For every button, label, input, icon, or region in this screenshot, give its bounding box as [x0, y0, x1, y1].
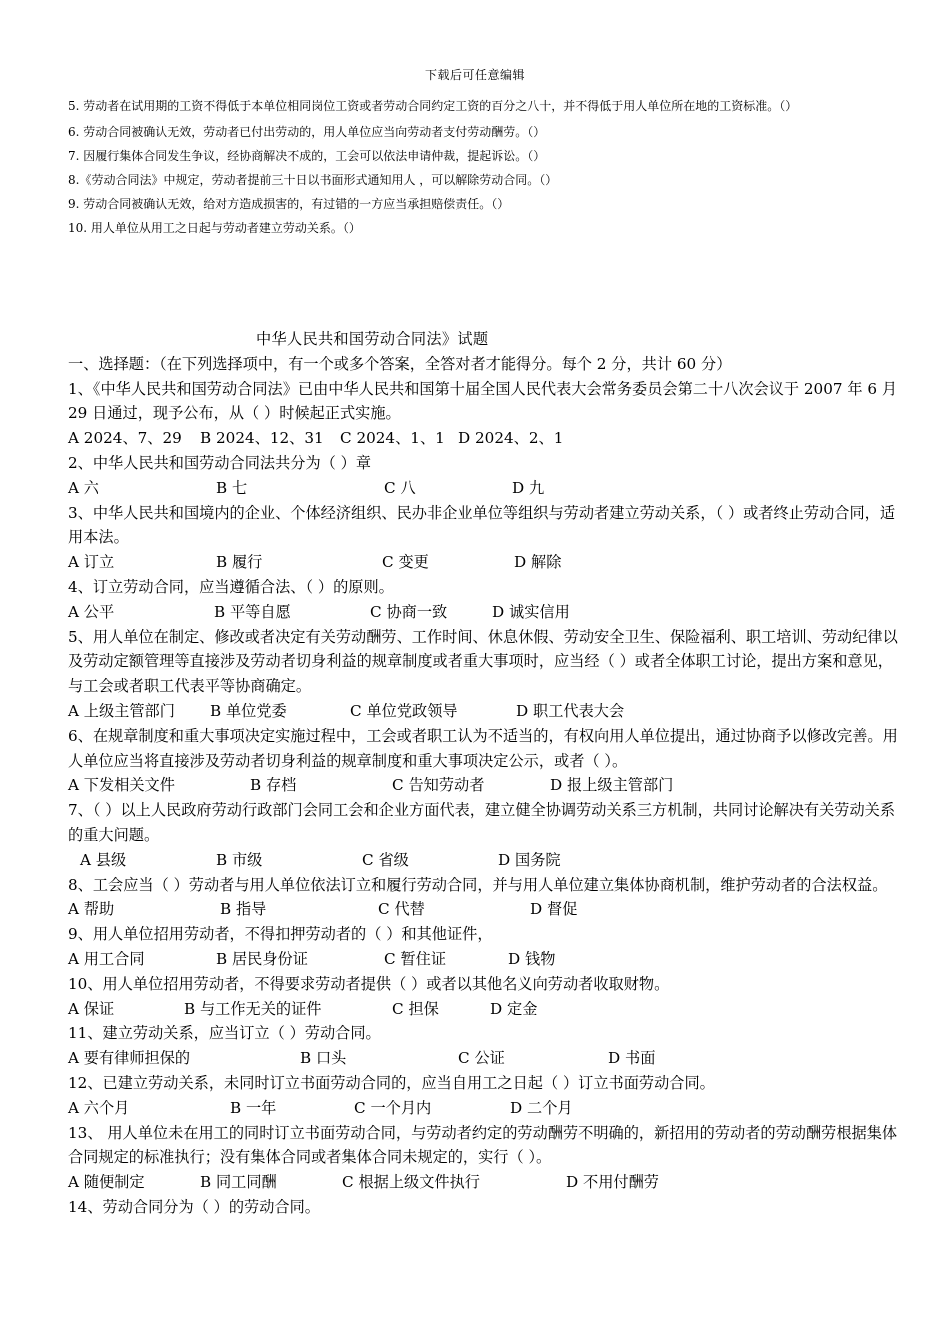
option-b: B 居民身份证	[216, 949, 308, 968]
option-b: B 履行	[216, 553, 263, 572]
question-6-options	[68, 773, 898, 798]
option-b: B 单位党委	[210, 701, 287, 720]
option-a: A 订立	[68, 553, 115, 572]
tf-item-9: 9. 劳动合同被确认无效，给对方造成损害的，有过错的一方应当承担赔偿责任。（）	[68, 197, 510, 211]
option-b: B 与工作无关的证件	[184, 999, 322, 1018]
option-c: C 担保	[392, 999, 439, 1018]
question-5-options	[68, 699, 898, 724]
option-b: B 指导	[220, 900, 267, 919]
option-b: B 七	[216, 478, 248, 497]
option-c: C 省级	[362, 850, 409, 869]
question-3: 3、中华人民共和国境内的企业、个体经济组织、民办非企业单位等组织与劳动者建立劳动关系，（ ）或者终止劳动合同，适用本法。	[68, 503, 896, 547]
option-a: A 六个月	[68, 1098, 130, 1117]
tf-item-10: 10. 用人单位从用工之日起与劳动者建立劳动关系。（）	[68, 221, 361, 235]
question-4: 4、订立劳动合同，应当遵循合法、（ ）的原则。	[68, 577, 394, 596]
option-a: A 六	[68, 478, 99, 497]
option-d: D 解除	[514, 553, 562, 572]
question-10-options	[68, 997, 898, 1022]
question-12-options	[68, 1096, 898, 1121]
option-c: C 单位党政领导	[350, 701, 458, 720]
question-1: 1、《中华人民共和国劳动合同法》已由中华人民共和国第十届全国人民代表大会常务委员会第二十八次会议于 2007 年 6 月 29 日通过，现予公布，从（ ）时候起正式实施。	[68, 379, 898, 423]
tf-item-7: 7. 因履行集体合同发生争议，经协商解决不成的，工会可以依法申请仲裁，提起诉讼。（）	[68, 149, 546, 163]
option-d: D 书面	[608, 1049, 656, 1068]
option-c: C 代替	[378, 900, 425, 919]
tf-item-6: 6. 劳动合同被确认无效，劳动者已付出劳动的，用人单位应当向劳动者支付劳动酬劳。（）	[68, 125, 546, 139]
option-c: C 告知劳动者	[392, 776, 485, 795]
option-c: C 2024、1、1	[340, 429, 445, 448]
option-b: B 同工同酬	[200, 1173, 277, 1192]
question-11: 11、建立劳动关系，应当订立（ ）劳动合同。	[68, 1024, 381, 1043]
tf-item-5: 5. 劳动者在试用期的工资不得低于本单位相同岗位工资或者劳动合同约定工资的百分之八十，并不得低于用人单位所在地的工资标准。（）	[68, 99, 798, 113]
question-8-options	[68, 897, 898, 922]
question-2: 2、中华人民共和国劳动合同法共分为（ ）章	[68, 453, 372, 472]
option-a: A 下发相关文件	[68, 776, 175, 795]
option-d: D 钱物	[508, 949, 556, 968]
question-9: 9、用人单位招用劳动者，不得扣押劳动者的（ ）和其他证件，	[68, 925, 493, 944]
question-13: 13、 用人单位未在用工的同时订立书面劳动合同，与劳动者约定的劳动酬劳不明确的，新招用的劳动者的劳动酬劳根据集体合同规定的标准执行；没有集体合同或者集体合同未规定的，实行（ ）。	[68, 1123, 898, 1167]
option-a: A 保证	[68, 999, 115, 1018]
option-c: C 暂住证	[384, 949, 447, 968]
question-10: 10、用人单位招用劳动者，不得要求劳动者提供（ ）或者以其他名义向劳动者收取财物。	[68, 974, 670, 993]
option-a: A 用工合同	[68, 949, 145, 968]
option-a: A 公平	[68, 602, 115, 621]
option-c: C 公证	[458, 1049, 505, 1068]
question-1-options	[68, 426, 898, 451]
option-d: D 定金	[490, 999, 538, 1018]
question-11-options	[68, 1046, 898, 1071]
option-d: D 报上级主管部门	[550, 776, 674, 795]
option-a: A 县级	[80, 850, 127, 869]
page-header: 下载后可任意编辑	[424, 68, 525, 82]
option-a: A 2024、7、29	[68, 429, 182, 448]
option-b: B 口头	[300, 1049, 347, 1068]
option-d: D 二个月	[510, 1098, 573, 1117]
option-d: D 2024、2、1	[458, 429, 564, 448]
exam-section	[68, 327, 898, 1220]
question-4-options	[68, 600, 898, 625]
question-14: 14、劳动合同分为（ ）的劳动合同。	[68, 1197, 320, 1216]
option-d: D 诚实信用	[492, 602, 570, 621]
option-c: C 根据上级文件执行	[342, 1173, 480, 1192]
option-d: D 九	[512, 478, 545, 497]
question-5: 5、用人单位在制定、修改或者决定有关劳动酬劳、工作时间、休息休假、劳动安全卫生、保险福利、职工培训、劳动纪律以及劳动定额管理等直接涉及劳动者切身利益的规章制度或者重大事项时，应当经（ ）或者全体职工讨论，提出方案和意见，与工会或者职工代表平等协商确定。	[68, 627, 898, 696]
question-2-options	[68, 476, 898, 501]
option-d: D 不用付酬劳	[566, 1173, 659, 1192]
option-a: A 随便制定	[68, 1173, 145, 1192]
option-a: A 上级主管部门	[68, 701, 175, 720]
exam-title: 中华人民共和国劳动合同法》试题	[256, 330, 489, 348]
question-12: 12、已建立劳动关系，未同时订立书面劳动合同的，应当自用工之日起（ ）订立书面劳动合同。	[68, 1073, 715, 1092]
tf-item-8: 8.《劳动合同法》中规定，劳动者提前三十日以书面形式通知用人 ，可以解除劳动合同。（）	[68, 173, 558, 187]
section-heading: 一、选择题：（在下列选择项中，有一个或多个答案，全答对者才能得分。每个 2 分，共计 60 分）	[68, 354, 732, 373]
question-3-options	[68, 550, 898, 575]
option-b: B 平等自愿	[214, 602, 291, 621]
option-d: D 国务院	[498, 850, 561, 869]
option-b: B 存档	[250, 776, 297, 795]
option-c: C 一个月内	[354, 1098, 432, 1117]
option-c: C 变更	[382, 553, 429, 572]
question-7-options	[68, 848, 898, 873]
option-b: B 一年	[230, 1098, 277, 1117]
option-c: C 协商一致	[370, 602, 448, 621]
question-6: 6、在规章制度和重大事项决定实施过程中，工会或者职工认为不适当的，有权向用人单位提出，通过协商予以修改完善。用人单位应当将直接涉及劳动者切身利益的规章制度和重大事项决定公示，或者（ ）。	[68, 726, 898, 770]
option-a: A 帮助	[68, 900, 115, 919]
option-d: D 职工代表大会	[516, 701, 625, 720]
question-8: 8、工会应当（ ）劳动者与用人单位依法订立和履行劳动合同，并与用人单位建立集体协商机制，维护劳动者的合法权益。	[68, 875, 888, 894]
question-9-options	[68, 947, 898, 972]
option-a: A 要有律师担保的	[68, 1049, 191, 1068]
option-c: C 八	[384, 478, 416, 497]
option-d: D 督促	[530, 900, 578, 919]
true-false-section	[68, 94, 888, 240]
question-13-options	[68, 1170, 898, 1195]
option-b: B 2024、12、31	[200, 429, 324, 448]
question-7: 7、（ ）以上人民政府劳动行政部门会同工会和企业方面代表，建立健全协调劳动关系三方机制，共同讨论解决有关劳动关系的重大问题。	[68, 801, 896, 844]
option-b: B 市级	[216, 850, 263, 869]
